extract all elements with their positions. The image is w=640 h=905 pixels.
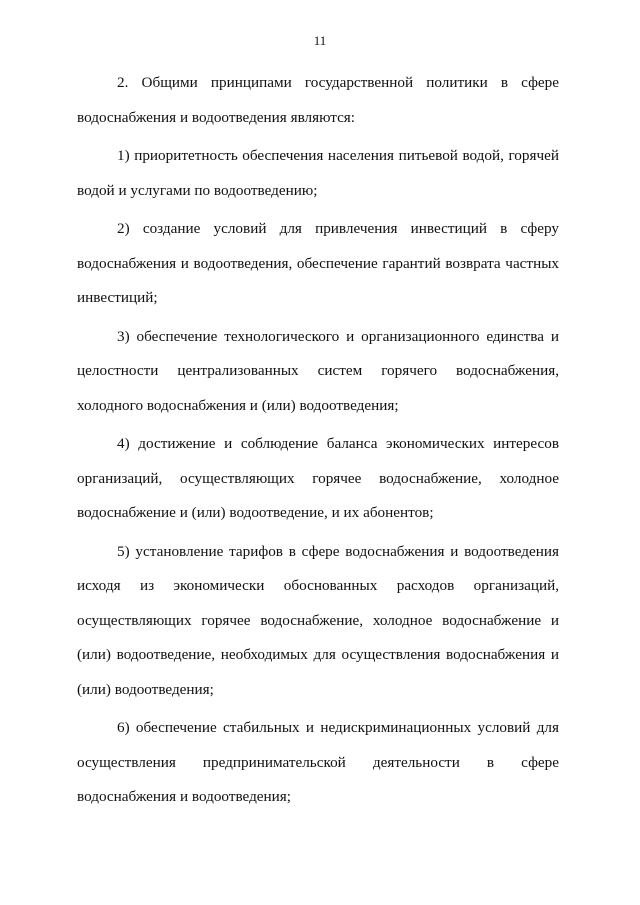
principle-item-5: 5) установление тарифов в сфере водоснабжения и водоотведения исходя из экономически обоснованных расходов организаций, осуществляющих горячее водоснабжение, холодное водоснабжение и (или) водоотведение, необходимых для осуществления водоснабжения и (или) водоотведения; [77, 542, 559, 698]
principles-intro: 2. Общими принципами государственной политики в сфере водоснабжения и водоотведения являются: [77, 74, 559, 126]
document-body [77, 66, 559, 819]
principle-item-6: 6) обеспечение стабильных и недискриминационных условий для осуществления предпринимательской деятельности в сфере водоснабжения и водоотведения; [77, 719, 559, 805]
principle-item-1: 1) приоритетность обеспечения населения питьевой водой, горячей водой и услугами по водоотведению; [77, 147, 559, 199]
principle-item-2: 2) создание условий для привлечения инвестиций в сферу водоснабжения и водоотведения, обеспечение гарантий возврата частных инвестиций; [77, 220, 559, 306]
principle-item-3: 3) обеспечение технологического и организационного единства и целостности централизованных систем горячего водоснабжения, холодного водоснабжения и (или) водоотведения; [77, 327, 559, 414]
principle-item-4: 4) достижение и соблюдение баланса экономических интересов организаций, осуществляющих горячее водоснабжение, холодное водоснабжение и (или) водоотведение, и их абонентов; [77, 435, 559, 521]
page-number: 11 [313, 33, 327, 48]
